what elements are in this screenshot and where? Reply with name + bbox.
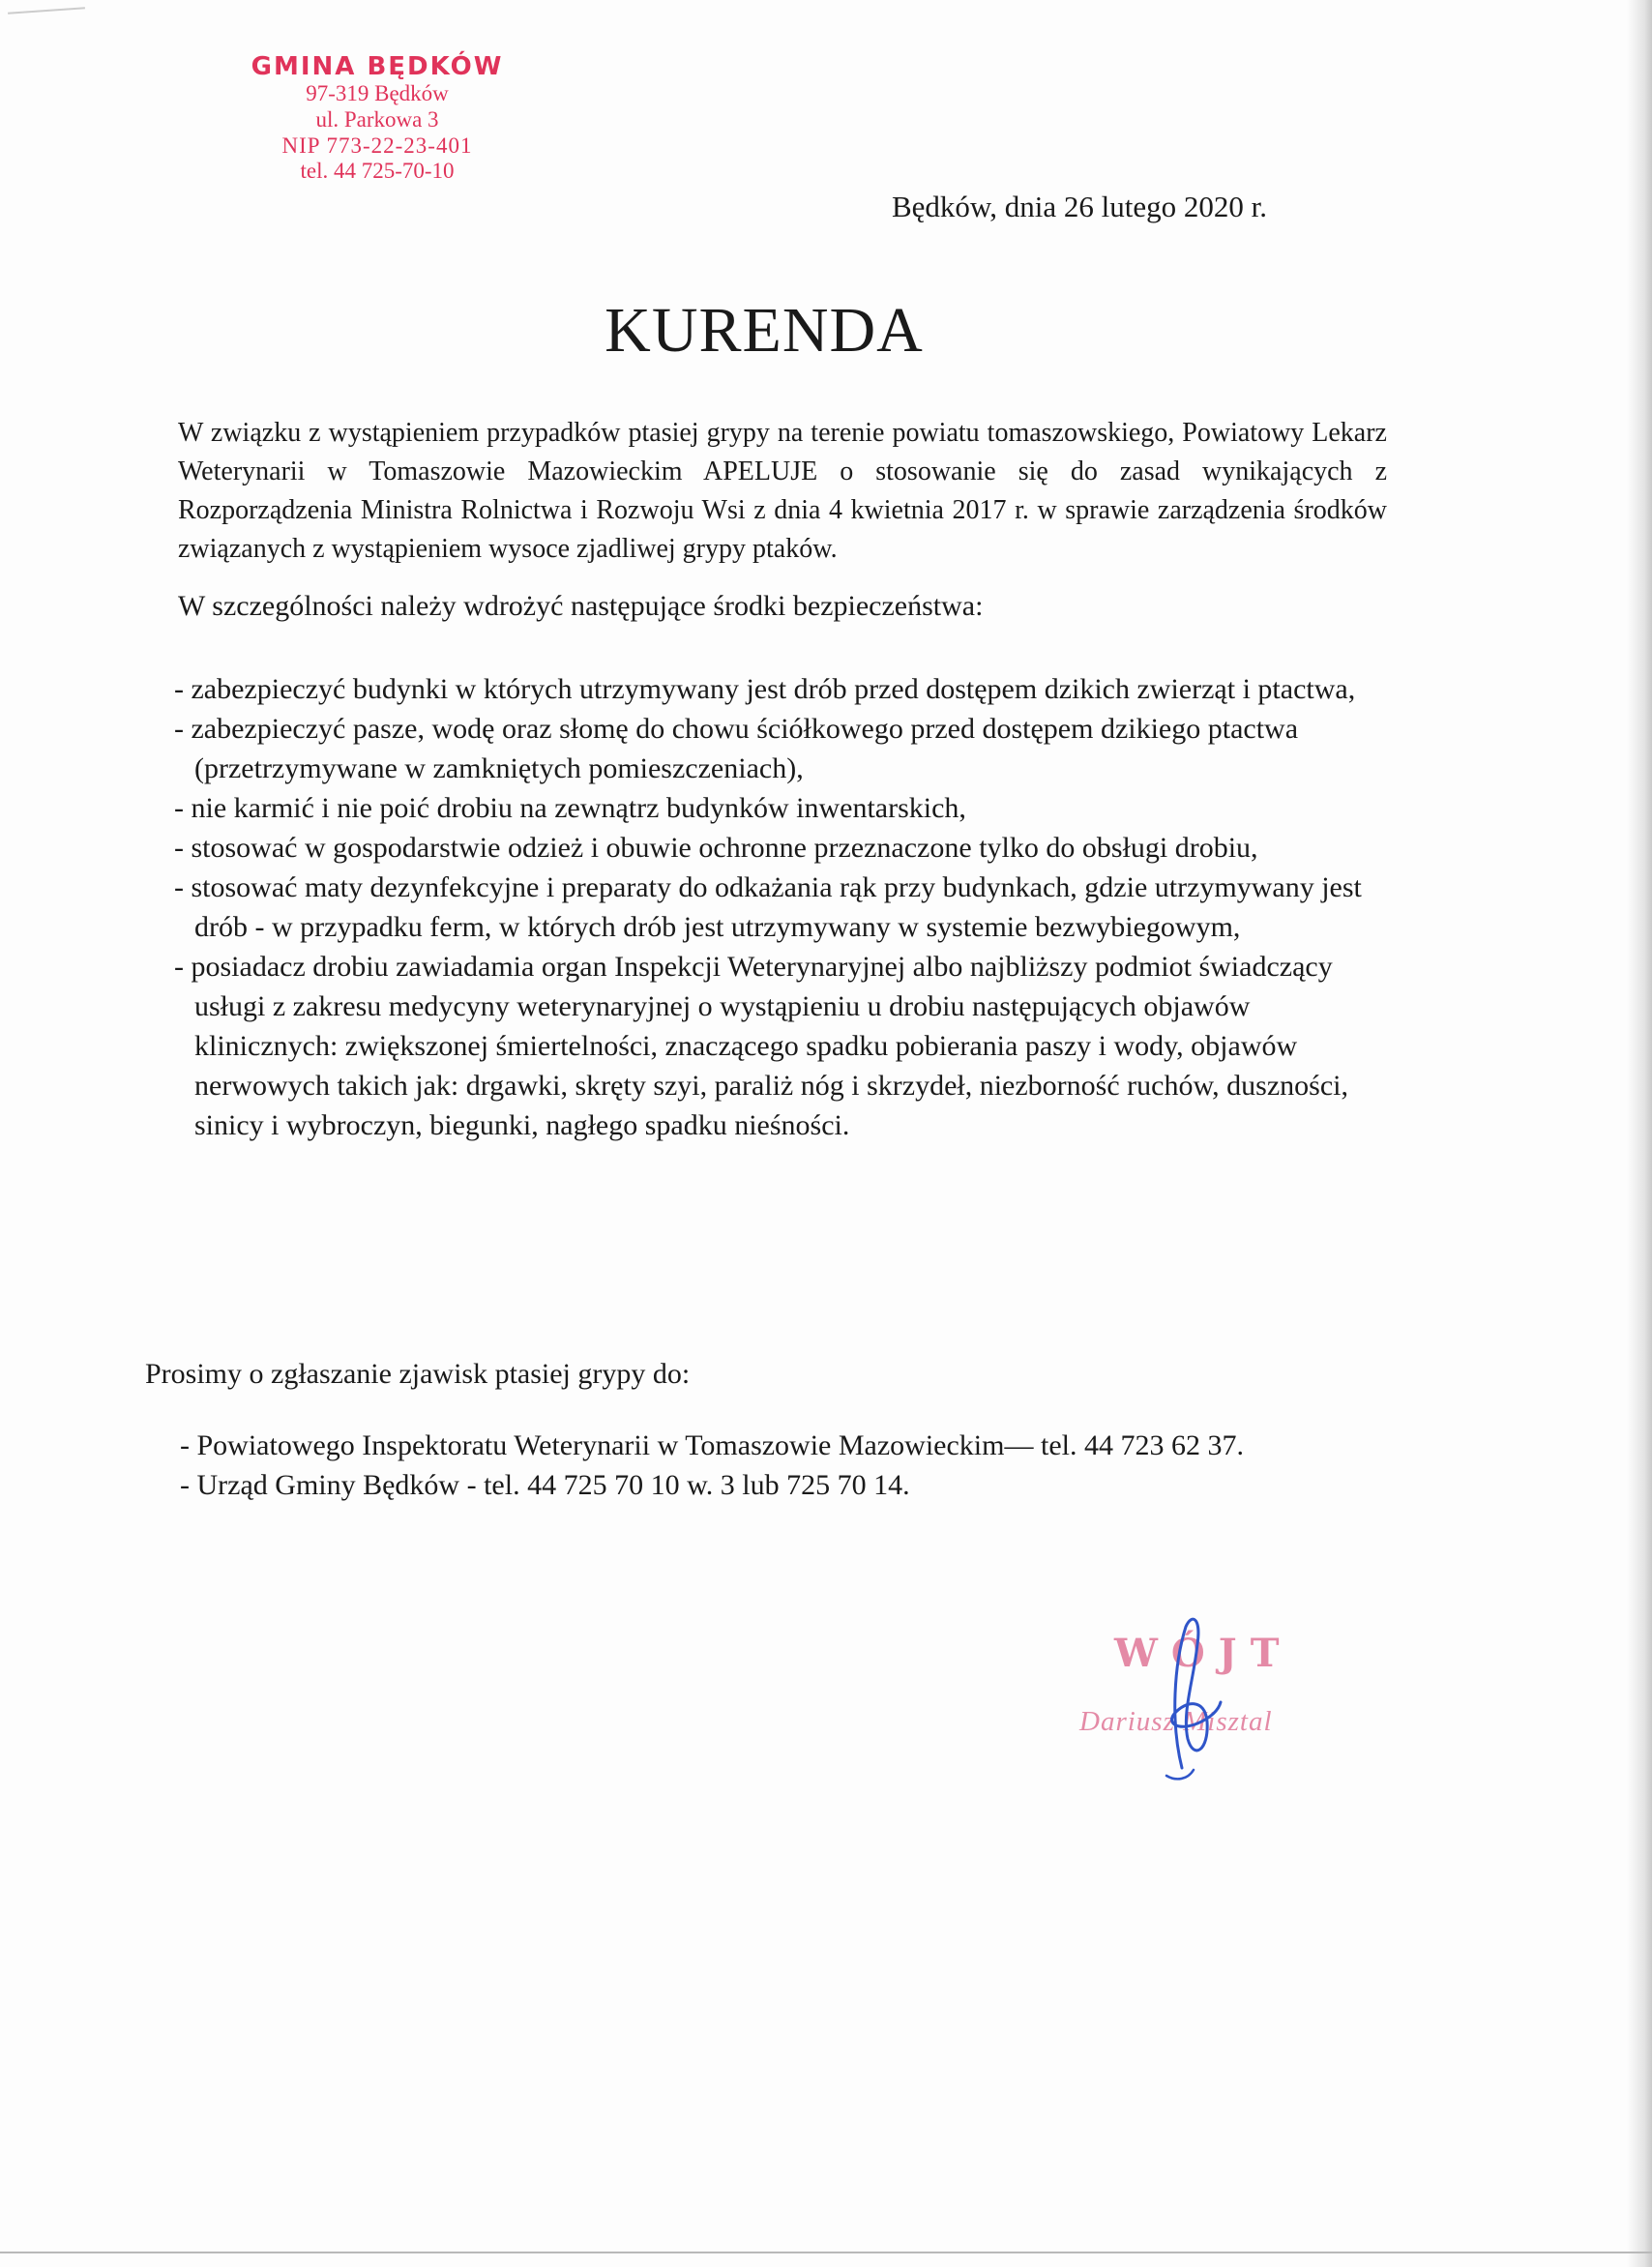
list-item: - Powiatowego Inspektoratu Weterynarii w Tomaszowie Mazowieckim— tel. 44 723 62 37. — [180, 1429, 1244, 1461]
list-item: - zabezpieczyć pasze, wodę oraz słomę do chowu ściółkowego przed dostępem dzikiego ptactwa (przetrzymywane w zamkniętych pomieszczeniach), — [174, 713, 1299, 784]
signature-stamp-name: Dariusz Misztal — [1079, 1706, 1273, 1737]
measures-list — [174, 669, 1393, 1145]
stamp-office-name: GMINA BĘDKÓW — [251, 52, 504, 81]
scan-bottom-edge — [0, 2252, 1652, 2253]
stamp-street: ul. Parkowa 3 — [315, 106, 439, 132]
contacts-list — [180, 1426, 1244, 1505]
stamp-postal: 97-319 Będków — [306, 81, 449, 106]
intro-paragraph: W związku z wystąpieniem przypadków ptasiej grypy na terenie powiatu tomaszowskiego, Powiatowy Lekarz Weterynarii w Tomaszowie Mazowieckim APELUJE o stosowanie się do zasad wynikających z Rozporządzenia Ministra Rolnictwa i Rozwoju Wsi z dnia 4 kwietnia 2017 r. w sprawie zarządzenia środków związanych z wystąpieniem wysoce zjadliwej grypy ptaków. — [178, 418, 1387, 564]
signature-block — [1074, 1605, 1325, 1789]
handwritten-signature-icon — [1074, 1605, 1325, 1789]
office-stamp — [232, 52, 522, 185]
list-item: - stosować w gospodarstwie odzież i obuwie ochronne przeznaczone tylko do obsługi drobiu, — [174, 832, 1258, 864]
document-title: KURENDA — [605, 295, 924, 366]
stamp-phone: tel. 44 725-70-10 — [300, 159, 455, 184]
report-request: Prosimy o zgłaszanie zjawisk ptasiej grypy do: — [145, 1358, 691, 1390]
list-item: - nie karmić i nie poić drobiu na zewnątrz budynków inwentarskich, — [174, 792, 966, 824]
list-item: - posiadacz drobiu zawiadamia organ Inspekcji Weterynaryjnej albo najbliższy podmiot świadczący usługi z zakresu medycyny weterynaryjnej o wystąpieniu u drobiu następujących objawów klinicznych: zwiększonej śmiertelności, znaczącego spadku pobierania paszy i wody, objawów nerwowych takich jak: drgawki, skręty szyi, paraliż nóg i skrzydeł, niezborność ruchów, duszności, sinicy i wybroczyn, biegunki, nagłego spadku nieśności. — [174, 951, 1348, 1141]
list-item: - zabezpieczyć budynki w których utrzymywany jest drób przed dostępem dzikich zwierząt i ptactwa, — [174, 673, 1356, 705]
scan-edge-shadow — [1627, 0, 1652, 2267]
list-item: - stosować maty dezynfekcyjne i preparaty do odkażania rąk przy budynkach, gdzie utrzymywany jest drób - w przypadku ferm, w których drób jest utrzymywany w systemie bezwybiegowym, — [174, 871, 1362, 943]
stamp-nip: NIP 773-22-23-401 — [281, 132, 473, 158]
list-item: - Urząd Gminy Będków - tel. 44 725 70 10 w. 3 lub 725 70 14. — [180, 1469, 910, 1501]
signature-stamp-title: WÓJT — [1114, 1631, 1293, 1676]
scan-artifact — [8, 7, 85, 15]
measures-lead: W szczególności należy wdrożyć następujące środki bezpieczeństwa: — [178, 590, 984, 622]
document-date: Będków, dnia 26 lutego 2020 r. — [892, 190, 1268, 223]
